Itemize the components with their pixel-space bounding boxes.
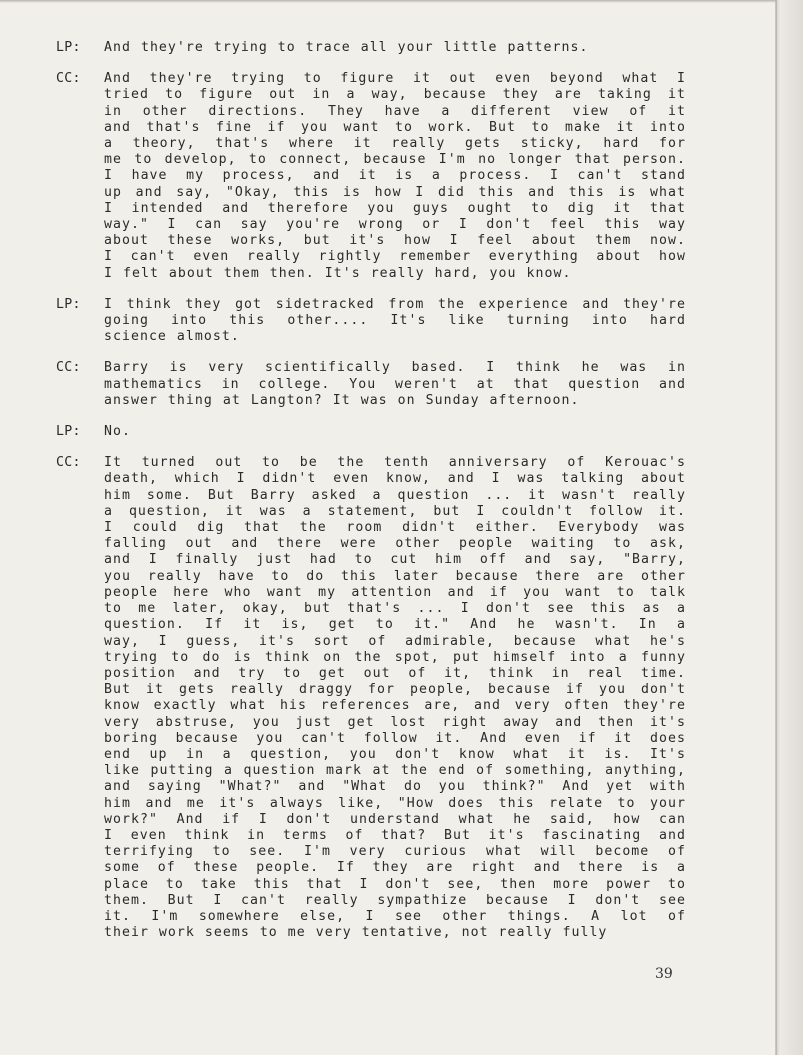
speech-line: terrifying to see. I'm very curious what will become of bbox=[104, 844, 686, 860]
speech-line: answer thing at Langton? It was on Sunday afternoon. bbox=[104, 392, 580, 408]
speech-line: place to take this that I don't see, then more power to bbox=[104, 876, 686, 892]
transcript-entry bbox=[56, 297, 686, 346]
speech-line: up and say, "Okay, this is how I did this and this is what bbox=[104, 184, 686, 200]
speech-line: them. But I can't really sympathize because I don't see bbox=[104, 892, 686, 908]
speech-line: know exactly what his references are, and very often they're bbox=[104, 698, 686, 714]
speech-line: mathematics in college. You weren't at that question and bbox=[104, 376, 686, 392]
speech-line: going into this other.... It's like turning into hard bbox=[104, 313, 686, 329]
speech-line: about these works, but it's how I feel about them now. bbox=[104, 233, 686, 249]
speech-line: tried to figure out in a way, because they are taking it bbox=[104, 87, 686, 103]
transcript-entry bbox=[56, 71, 686, 282]
transcript-entry bbox=[56, 424, 686, 440]
speaker-label: LP: bbox=[56, 296, 81, 312]
speaker-label: LP: bbox=[56, 40, 81, 55]
speech-line: boring because you can't follow it. And even if it does bbox=[104, 730, 686, 746]
speech-text bbox=[104, 424, 686, 440]
speech-line: work?" And if I don't understand what he said, how can bbox=[104, 811, 686, 827]
binding-edge bbox=[776, 0, 803, 1055]
speaker-label: CC: bbox=[56, 455, 81, 471]
speech-line: very abstruse, you just get lost right away and then it's bbox=[104, 714, 686, 730]
speech-line: him some. But Barry asked a question ... it wasn't really bbox=[104, 487, 686, 503]
speech-line: It turned out to be the tenth anniversary of Kerouac's bbox=[104, 455, 686, 471]
speech-line: science almost. bbox=[104, 329, 240, 345]
speech-line: I felt about them then. It's really hard, you know. bbox=[104, 265, 572, 281]
speech-line: you really have to do this later because there are other bbox=[104, 568, 686, 584]
speech-line: trying to do is think on the spot, put himself into a funny bbox=[104, 649, 686, 665]
speech-line: I intended and therefore you guys ought to dig it that bbox=[104, 200, 686, 216]
speech-text bbox=[104, 360, 686, 409]
speech-line: I think they got sidetracked from the experience and they're bbox=[104, 296, 686, 312]
speech-line: position and try to get out of it, think in real time. bbox=[104, 665, 686, 681]
speech-line: their work seems to me very tentative, not really fully bbox=[104, 925, 608, 941]
speech-line: and that's fine if you want to work. But to make it into bbox=[104, 119, 686, 135]
speech-text bbox=[104, 71, 686, 282]
speech-line: it. I'm somewhere else, I see other things. A lot of bbox=[104, 908, 686, 924]
speech-line: way." I can say you're wrong or I don't feel this way bbox=[104, 217, 686, 233]
speech-line: I could dig that the room didn't either. Everybody was bbox=[104, 520, 686, 536]
speech-line: to me later, okay, but that's ... I don't see this as a bbox=[104, 601, 686, 617]
speech-line: death, which I didn't even know, and I was talking about bbox=[104, 471, 686, 487]
transcript-entry bbox=[56, 360, 686, 409]
transcript-entry bbox=[56, 455, 686, 941]
speech-line: way, I guess, it's sort of admirable, because what he's bbox=[104, 633, 686, 649]
speech-line: But it gets really draggy for people, because if you don't bbox=[104, 682, 686, 698]
speech-line: And they're trying to figure it out even beyond what I bbox=[104, 71, 686, 87]
page-number: 39 bbox=[655, 966, 673, 982]
speech-line: falling out and there were other people waiting to ask, bbox=[104, 536, 686, 552]
speech-line: him and me it's always like, "How does this relate to your bbox=[104, 795, 686, 811]
speech-line: like putting a question mark at the end of something, anything, bbox=[104, 763, 686, 779]
speaker-label: LP: bbox=[56, 424, 81, 440]
speech-text bbox=[104, 455, 686, 941]
speech-line: And they're trying to trace all your little patterns. bbox=[104, 40, 589, 55]
speech-line: in other directions. They have a different view of it bbox=[104, 103, 686, 119]
speech-text bbox=[104, 40, 686, 56]
speech-line: No. bbox=[104, 424, 131, 440]
speech-line: me to develop, to connect, because I'm no longer that person. bbox=[104, 152, 686, 168]
interview-transcript bbox=[56, 40, 686, 956]
speech-line: and I finally just had to cut him off and say, "Barry, bbox=[104, 552, 686, 568]
speech-line: a question, it was a statement, but I couldn't follow it. bbox=[104, 503, 686, 519]
speech-line: question. If it is, get to it." And he wasn't. In a bbox=[104, 617, 686, 633]
speech-line: a theory, that's where it really gets sticky, hard for bbox=[104, 136, 686, 152]
page-top-edge bbox=[0, 0, 776, 3]
speech-line: I even think in terms of that? But it's fascinating and bbox=[104, 827, 686, 843]
speech-line: Barry is very scientifically based. I think he was in bbox=[104, 360, 686, 376]
speech-line: I can't even really rightly remember everything about how bbox=[104, 249, 686, 265]
speech-line: people here who want my attention and if you want to talk bbox=[104, 584, 686, 600]
speech-line: and saying "What?" and "What do you think?" And yet with bbox=[104, 779, 686, 795]
speech-line: I have my process, and it is a process. I can't stand bbox=[104, 168, 686, 184]
speech-text bbox=[104, 297, 686, 346]
speaker-label: CC: bbox=[56, 71, 81, 87]
transcript-entry bbox=[56, 40, 686, 56]
speaker-label: CC: bbox=[56, 360, 81, 376]
speech-line: some of these people. If they are right and there is a bbox=[104, 860, 686, 876]
speech-line: end up in a question, you don't know what it is. It's bbox=[104, 746, 686, 762]
